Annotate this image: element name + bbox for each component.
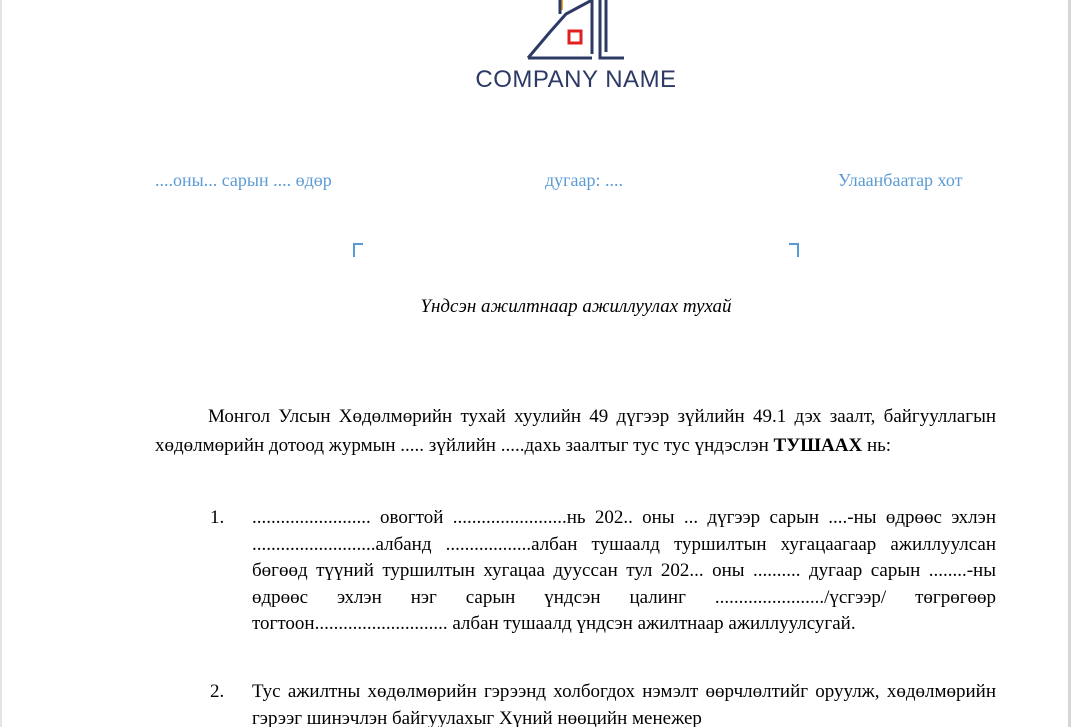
preamble-suffix: нь:	[862, 435, 892, 456]
list-item-text: ......................... овогтой ........................нь 202.. оны ... дүгээр сарын ....-ны өдрөөс эхлэн ..........................албанд ..................албан тушаалд туршилтын хугацаагаар ажиллуулсан бөгөөд түүний туршилтын хугацаа дууссан тул 202... оны .......... дугаар сарын ........-ны өдрөөс эхлэн нэг сарын үндсэн цалинг ......................./үсгээр/ төгрөгөөр тогтоон............................ албан тушаалд үндсэн ажилтнаар ажиллуулсугай.	[252, 507, 996, 634]
house-logo-icon	[520, 0, 630, 64]
subject-bracket-left	[353, 243, 363, 257]
page-edge-left	[0, 0, 2, 727]
order-date-placeholder: ....оны... сарын .... өдөр	[155, 170, 332, 190]
list-item-number: 2.	[210, 681, 225, 702]
list-item-text: Тус ажилтны хөдөлмөрийн гэрээнд холбогдох нэмэлт өөрчлөлтийг оруулж, хөдөлмөрийн гэрээг шинэчлэн байгуулахыг Хүний нөөцийн менежер	[252, 681, 996, 727]
company-name: COMPANY NAME	[475, 66, 677, 93]
order-number-placeholder: дугаар: ....	[545, 170, 624, 190]
list-item	[155, 505, 996, 638]
subject-bracket-right	[789, 243, 799, 257]
list-item	[155, 679, 996, 727]
preamble-bold-word: ТУШААХ	[773, 435, 863, 456]
order-subject: Үндсэн ажилтнаар ажиллуулах тухай	[420, 296, 732, 317]
order-city: Улаанбаатар хот	[838, 170, 963, 190]
preamble-text: Монгол Улсын Хөдөлмөрийн тухай хуулийн 49 дүгээр зүйлийн 49.1 дэх заалт, байгууллагын хөдөлмөрийн дотоод журмын ..... зүйлийн .....дахь заалтыг тус тус үндэслэн	[155, 406, 996, 456]
preamble-paragraph	[155, 402, 996, 460]
list-item-number: 1.	[210, 507, 225, 528]
